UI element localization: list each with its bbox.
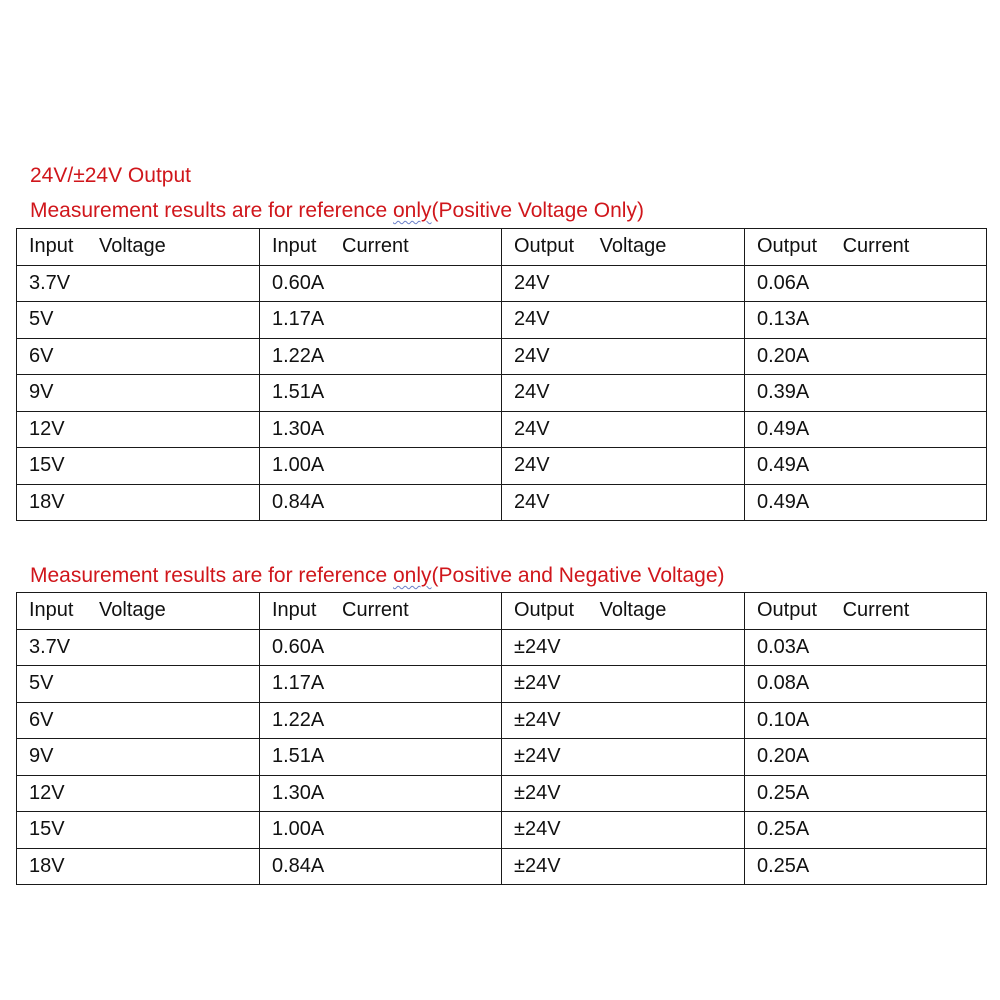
input-current-cell: 0.60A (260, 629, 502, 666)
input-voltage-cell: 18V (17, 848, 260, 885)
output-voltage-cell: ±24V (502, 812, 745, 849)
output-current-cell: 0.20A (745, 739, 987, 776)
input-voltage-cell: 9V (17, 739, 260, 776)
page-title: 24V/±24V Output (30, 164, 191, 187)
input-voltage-cell: 5V (17, 302, 260, 339)
input-current-cell: 0.84A (260, 484, 502, 521)
column-header: Output Current (745, 593, 987, 630)
output-current-cell: 0.06A (745, 265, 987, 302)
column-header: Output Voltage (502, 229, 745, 266)
caption-1-suffix: (Positive Voltage Only) (431, 199, 644, 222)
input-voltage-cell: 12V (17, 411, 260, 448)
output-voltage-cell: 24V (502, 448, 745, 485)
input-current-cell: 1.51A (260, 375, 502, 412)
output-current-cell: 0.20A (745, 338, 987, 375)
column-header: Input Voltage (17, 229, 260, 266)
table-row (17, 411, 987, 448)
output-current-cell: 0.08A (745, 666, 987, 703)
input-current-cell: 1.30A (260, 775, 502, 812)
input-voltage-cell: 3.7V (17, 629, 260, 666)
input-voltage-cell: 6V (17, 338, 260, 375)
table-header-row (17, 229, 987, 266)
output-voltage-cell: ±24V (502, 739, 745, 776)
output-voltage-cell: ±24V (502, 775, 745, 812)
input-voltage-cell: 5V (17, 666, 260, 703)
column-header: Output Current (745, 229, 987, 266)
output-current-cell: 0.25A (745, 775, 987, 812)
table-header-row (17, 593, 987, 630)
input-current-cell: 1.17A (260, 666, 502, 703)
table-row (17, 302, 987, 339)
table-row (17, 775, 987, 812)
output-current-cell: 0.25A (745, 812, 987, 849)
input-current-cell: 1.22A (260, 338, 502, 375)
table-row (17, 448, 987, 485)
input-voltage-cell: 15V (17, 448, 260, 485)
table-row (17, 702, 987, 739)
column-header: Output Voltage (502, 593, 745, 630)
input-current-cell: 0.84A (260, 848, 502, 885)
table-row (17, 265, 987, 302)
output-voltage-cell: ±24V (502, 666, 745, 703)
output-current-cell: 0.03A (745, 629, 987, 666)
input-current-cell: 1.22A (260, 702, 502, 739)
output-voltage-cell: 24V (502, 375, 745, 412)
table-row (17, 848, 987, 885)
output-current-cell: 0.39A (745, 375, 987, 412)
input-voltage-cell: 12V (17, 775, 260, 812)
output-voltage-cell: ±24V (502, 848, 745, 885)
output-voltage-cell: 24V (502, 411, 745, 448)
table-row (17, 484, 987, 521)
output-voltage-cell: ±24V (502, 702, 745, 739)
caption-2-wavy-word: only (393, 564, 432, 587)
input-current-cell: 1.17A (260, 302, 502, 339)
output-current-cell: 0.13A (745, 302, 987, 339)
input-current-cell: 0.60A (260, 265, 502, 302)
input-current-cell: 1.00A (260, 448, 502, 485)
input-voltage-cell: 6V (17, 702, 260, 739)
input-current-cell: 1.51A (260, 739, 502, 776)
output-current-cell: 0.25A (745, 848, 987, 885)
measurement-table-positive (16, 228, 987, 521)
input-current-cell: 1.30A (260, 411, 502, 448)
input-voltage-cell: 3.7V (17, 265, 260, 302)
input-voltage-cell: 9V (17, 375, 260, 412)
column-header: Input Current (260, 229, 502, 266)
table-row (17, 666, 987, 703)
output-current-cell: 0.49A (745, 411, 987, 448)
output-voltage-cell: 24V (502, 265, 745, 302)
table-2-caption (30, 563, 725, 589)
table-1-caption (30, 198, 644, 224)
input-voltage-cell: 18V (17, 484, 260, 521)
caption-2-suffix: (Positive and Negative Voltage) (431, 564, 725, 587)
input-voltage-cell: 15V (17, 812, 260, 849)
table-row (17, 739, 987, 776)
output-current-cell: 0.49A (745, 448, 987, 485)
caption-1-prefix: Measurement results are for reference (30, 199, 393, 222)
table-row (17, 338, 987, 375)
table-row (17, 629, 987, 666)
measurement-table-positive-negative (16, 592, 987, 885)
caption-2-prefix: Measurement results are for reference (30, 564, 393, 587)
caption-1-wavy-word: only (393, 199, 432, 222)
output-current-cell: 0.10A (745, 702, 987, 739)
column-header: Input Current (260, 593, 502, 630)
output-voltage-cell: 24V (502, 484, 745, 521)
table-row (17, 375, 987, 412)
input-current-cell: 1.00A (260, 812, 502, 849)
output-voltage-cell: ±24V (502, 629, 745, 666)
column-header: Input Voltage (17, 593, 260, 630)
output-voltage-cell: 24V (502, 302, 745, 339)
output-voltage-cell: 24V (502, 338, 745, 375)
output-current-cell: 0.49A (745, 484, 987, 521)
table-row (17, 812, 987, 849)
